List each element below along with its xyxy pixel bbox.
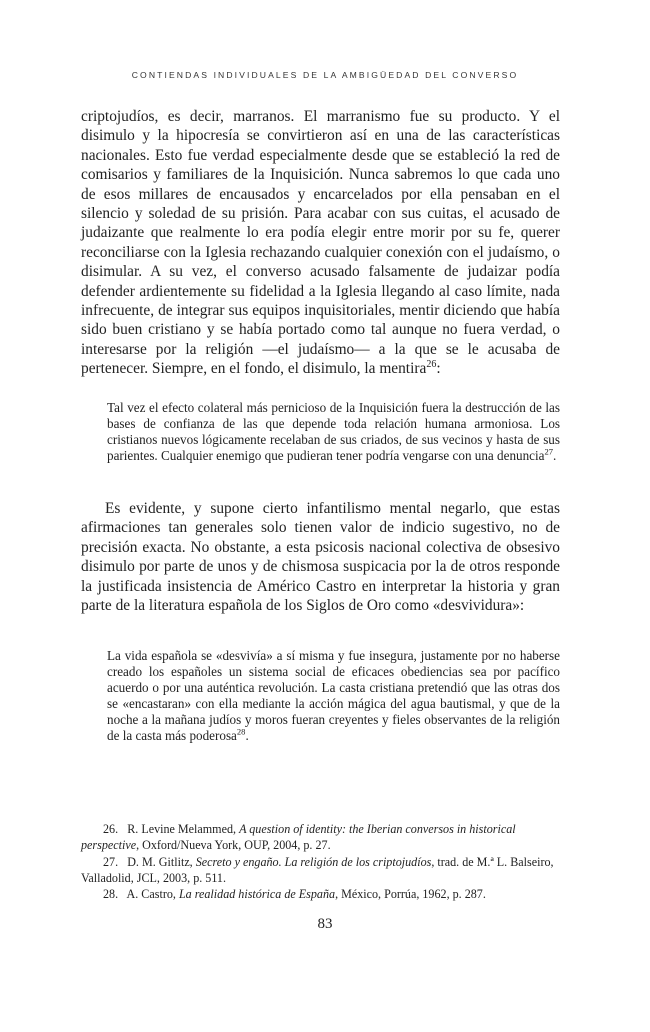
footnote-details: , México, Porrúa, 1962, p. 287. [335, 887, 486, 902]
footnote-author: R. Levine Melammed, [127, 822, 237, 836]
punctuation: : [436, 360, 441, 378]
body-paragraph [81, 107, 560, 379]
running-head: CONTIENDAS INDIVIDUALES DE LA AMBIGÜEDAD DEL CONVERSO [131, 70, 519, 80]
footnote-number: 28. [103, 887, 119, 902]
paragraph-text: Es evidente, y supone cierto infantilismo mental negarlo, que estas afirmaciones tan generales solo tienen valor de indicio sugestivo, no de precisión exacta. No obstante, a esta psicosis nacional colectiva de obsesivo disimulo por parte de unos y de chismosa suspicacia por la de otros responde la justificada insistencia de Américo Castro en interpretar la historia y gran parte de la literatura española de los Siglos de Oro como «desvividura»: [81, 500, 560, 615]
quote-text: Tal vez el efecto colateral más pernicioso de la Inquisición fuera la destrucción de las bases de confianza de las que depende toda relación humana armoniosa. Los cristianos nuevos lógicamente recelaban de sus criados, de sus vecinos y hasta de sus parientes. Cualquier enemigo que pudieran tener podría vengarse con una denuncia [107, 400, 560, 464]
punctuation: . [245, 728, 249, 744]
block-quote [107, 400, 560, 464]
footnote-author: D. M. Gitlitz, [127, 854, 193, 869]
body-paragraph [81, 499, 560, 615]
block-quote [107, 648, 560, 745]
footnote-reference[interactable]: 26 [426, 359, 437, 371]
footnote-author: A. Castro, [126, 887, 176, 902]
footnote-reference[interactable]: 28 [236, 727, 246, 738]
footnote-number: 27. [103, 854, 119, 869]
footnote-title: La realidad histórica de España [178, 887, 336, 902]
footnote-27 [81, 854, 560, 887]
footnote-details: , Oxford/Nueva York, OUP, 2004, p. 27. [136, 838, 331, 853]
punctuation: . [553, 448, 557, 464]
page-number: 83 [317, 916, 333, 932]
footnote-reference[interactable]: 27 [544, 446, 554, 457]
footnote-title: A question of identity: the Iberian conversos in historical perspective [81, 822, 516, 853]
footnote-number: 26. [103, 822, 119, 836]
paragraph-text: criptojudíos, es decir, marranos. El marranismo fue su producto. Y el disimulo y la hipocresía se convirtieron así en una de las características nacionales. Esto fue verdad especialmente desde que se estableció la red de comisarios y familiares de la Inquisición. Nunca sabremos lo que cada uno de esos millares de encausados y encarcelados por ella pensaban en el silencio y soledad de su prisión. Para acabar con sus cuitas, el acusado de judaizante que realmente lo era podía elegir entre morir por su fe, querer reconciliarse con la Iglesia rechazando cualquier conexión con el judaísmo, o disimular. A su vez, el converso acusado falsamente de judaizar podía defender ardientemente su fidelidad a la Iglesia llegando al caso límite, nada infrecuente, de integrar sus equipos inquisitoriales, mentir diciendo que había sido buen cristiano y se había portado como tal aunque no fuera verdad, o interesarse por la religión —el judaísmo— a la que se le acusaba de pertenecer. Siempre, en el fondo, el disimulo, la mentira [81, 108, 560, 378]
quote-text: La vida española se «desvivía» a sí misma y fue insegura, justamente por no haberse creado los españoles un sistema social de eficaces obediencias sea por pacífico acuerdo o por una auténtica revolución. La casta cristiana pretendió que las otras dos se «encastaran» con ella mediante la acción mágica del agua bautismal, y que de la noche a la mañana judíos y moros fueran creyentes y fieles observantes de la religión de la casta más poderosa [107, 648, 560, 744]
footnote-28 [81, 886, 560, 902]
footnote-details: , trad. de M.ª L. Balseiro, Valladolid, JCL, 2003, p. 511. [81, 854, 554, 885]
footnote-title: Secreto y engaño. La religión de los criptojudíos [195, 854, 432, 869]
footnote-26 [81, 821, 560, 854]
footnotes [81, 821, 560, 902]
